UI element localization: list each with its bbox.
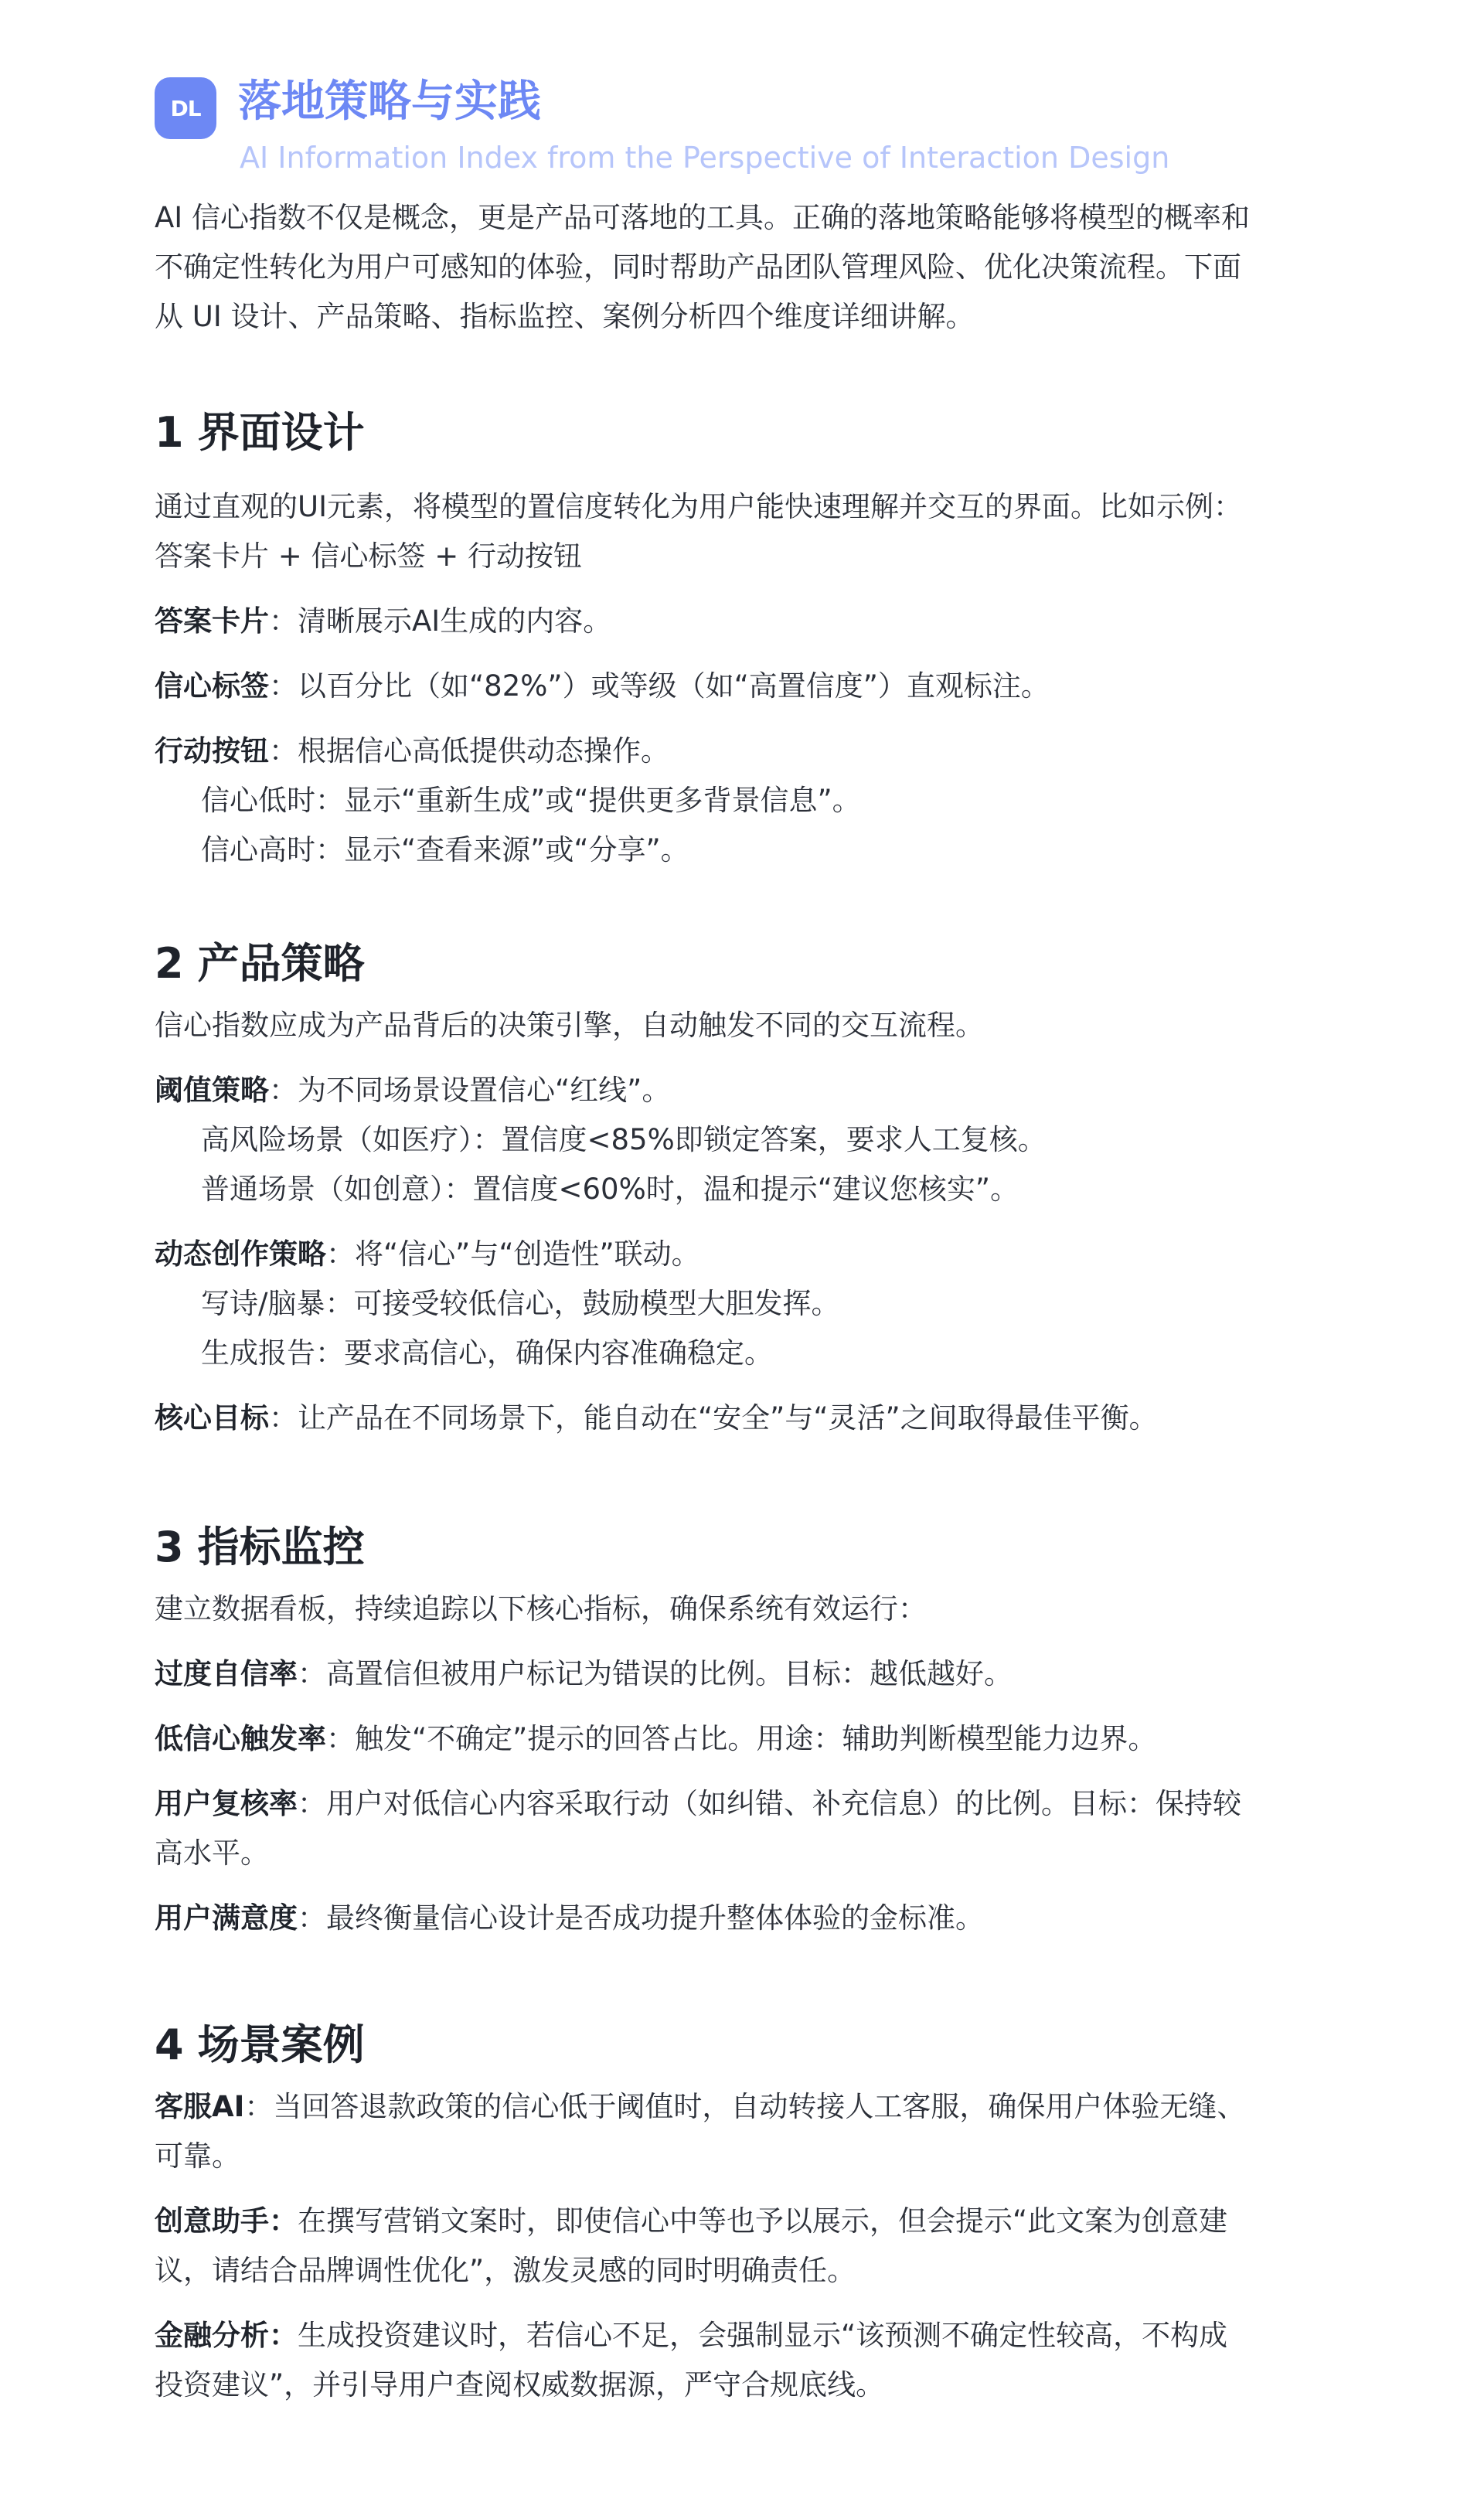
list-item [155,662,1329,711]
item-text: 生成投资建议时，若信心不足，会强制显示“该预测不确定性较高，不构成 [298,2319,1228,2352]
section-lead [155,1584,1329,1634]
section-heading [155,933,1329,995]
list-item [155,1649,1329,1699]
list-item [155,1394,1329,1443]
item-key: 低信心触发率 [155,1722,326,1755]
list-item [155,727,1329,875]
list-item [155,2197,1329,2296]
item-text: ：以百分比（如“82%”）或等级（如“高置信度”）直观标注。 [269,669,1050,703]
section-scenario-cases [155,2014,1329,2425]
section-title: 界面设计 [197,408,365,457]
intro-line: 不确定性转化为用户可感知的体验，同时帮助产品团队管理风险、优化决策流程。下面 [155,250,1241,284]
sub-item: 信心高时：显示“查看来源”或“分享”。 [201,833,689,866]
list-item [155,597,1329,646]
section-title: 产品策略 [197,939,365,988]
logo [155,77,216,139]
lead-line: 信心指数应成为产品背后的决策引擎，自动触发不同的交互流程。 [155,1009,984,1042]
item-continuation: 高水平。 [155,1836,269,1870]
item-continuation: 议，请结合品牌调性优化”，激发灵感的同时明确责任。 [155,2254,856,2287]
item-key: 创意助手： [155,2204,298,2238]
item-text: ：将“信心”与“创造性”联动。 [326,1237,700,1271]
sub-item: 信心低时：显示“重新生成”或“提供更多背景信息”。 [201,784,861,817]
sub-item: 写诗/脑暴：可接受较低信心，鼓励模型大胆发挥。 [201,1287,840,1320]
sub-item: 生成报告：要求高信心，确保内容准确稳定。 [201,1336,773,1370]
item-key: 信心标签 [155,669,269,703]
list-item [155,2311,1329,2410]
section-lead [155,482,1329,581]
item-text: ：最终衡量信心设计是否成功提升整体体验的金标准。 [298,1901,984,1935]
item-text: ：当回答退款政策的信心低于阈值时，自动转接人工客服，确保用户体验无缝、 [244,2090,1246,2123]
item-continuation: 投资建议”，并引导用户查阅权威数据源，严守合规底线。 [155,2368,885,2401]
sub-item: 高风险场景（如医疗）：置信度<85%即锁定答案，要求人工复核。 [201,1123,1047,1156]
sub-item: 普通场景（如创意）：置信度<60%时，温和提示“建议您核实”。 [201,1173,1019,1206]
lead-line: 答案卡片 + 信心标签 + 行动按钮 [155,540,583,573]
list-item [155,2082,1329,2181]
item-key: 行动按钮 [155,734,269,768]
list-item [155,1066,1329,1214]
list-item [155,1779,1329,1878]
item-key: 答案卡片 [155,604,269,638]
section-metrics-monitoring [155,1516,1329,1959]
section-title: 指标监控 [197,1523,365,1571]
item-continuation: 可靠。 [155,2139,240,2173]
section-heading [155,1516,1329,1578]
item-key: 核心目标 [155,1401,269,1435]
intro-line: 从 UI 设计、产品策略、指标监控、案例分析四个维度详细讲解。 [155,300,975,333]
item-key: 动态创作策略 [155,1237,326,1271]
lead-line: 通过直观的UI元素，将模型的置信度转化为用户能快速理解并交互的界面。比如示例： [155,490,1242,523]
page-title: 落地策略与实践 [238,77,541,127]
list-item [155,1894,1329,1943]
item-text: ：触发“不确定”提示的回答占比。用途：辅助判断模型能力边界。 [326,1722,1157,1755]
item-key: 过度自信率 [155,1657,298,1690]
item-text: ：清晰展示AI生成的内容。 [269,604,612,638]
section-number: 1 [155,408,184,457]
logo-text: DL [170,95,201,121]
item-text: 在撰写营销文案时，即使信心中等也予以展示，但会提示“此文案为创意建 [298,2204,1228,2238]
intro-paragraph [155,193,1329,342]
list-item [155,1714,1329,1764]
item-key: 客服AI [155,2090,245,2123]
item-key: 用户复核率 [155,1787,298,1820]
section-heading [155,2014,1329,2076]
item-key: 阈值策略 [155,1074,269,1107]
page-subtitle: AI Information Index from the Perspective of Interaction Design [240,141,1170,175]
section-ui-design [155,402,1329,890]
item-text: ：根据信心高低提供动态操作。 [269,734,669,768]
item-key: 用户满意度 [155,1901,298,1935]
section-number: 3 [155,1523,184,1571]
section-product-strategy [155,933,1329,1459]
list-item [155,1230,1329,1378]
section-number: 2 [155,939,184,988]
section-title: 场景案例 [197,2020,365,2069]
item-text: ：高置信但被用户标记为错误的比例。目标：越低越好。 [298,1657,1013,1690]
section-number: 4 [155,2020,184,2069]
item-text: ：用户对低信心内容采取行动（如纠错、补充信息）的比例。目标：保持较 [298,1787,1241,1820]
lead-line: 建立数据看板，持续追踪以下核心指标，确保系统有效运行： [155,1592,927,1625]
intro-line: AI 信心指数不仅是概念，更是产品可落地的工具。正确的落地策略能够将模型的概率和 [155,201,1250,234]
item-text: ：让产品在不同场景下，能自动在“安全”与“灵活”之间取得最佳平衡。 [269,1401,1158,1435]
section-heading [155,402,1329,464]
item-text: ：为不同场景设置信心“红线”。 [269,1074,671,1107]
item-key: 金融分析： [155,2319,298,2352]
section-lead [155,1001,1329,1050]
